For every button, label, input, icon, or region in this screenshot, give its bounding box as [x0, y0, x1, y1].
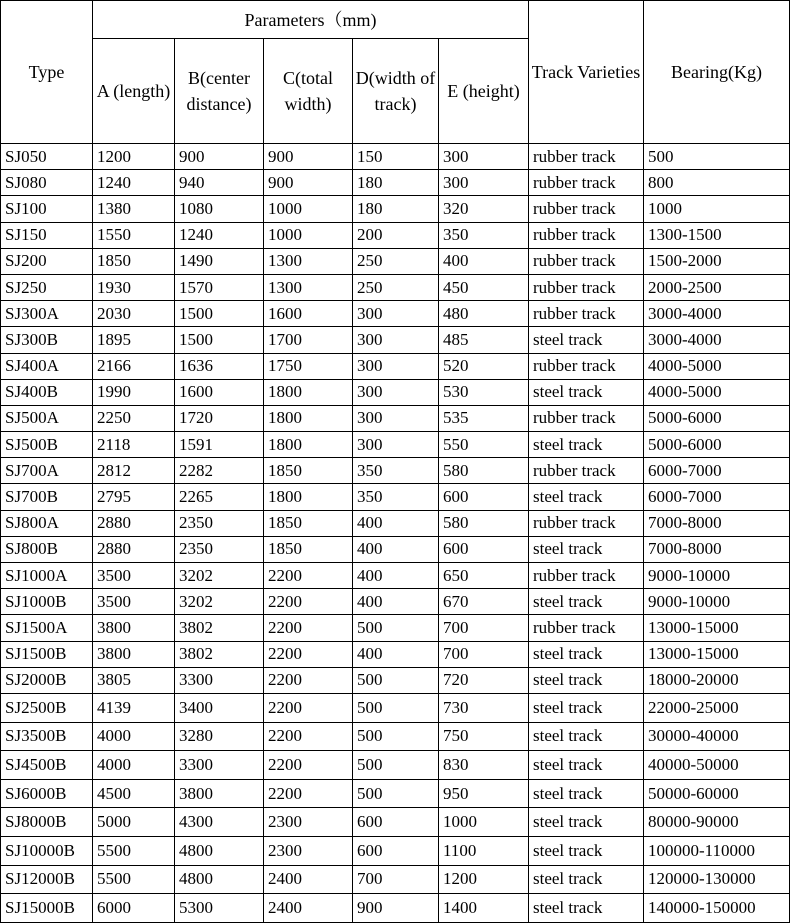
- cell-type: SJ300A: [1, 301, 93, 327]
- cell-bearing: 30000-40000: [644, 722, 790, 751]
- cell-d-track-width: 500: [353, 722, 439, 751]
- cell-e-height: 650: [439, 563, 529, 589]
- cell-track-variety: steel track: [529, 327, 644, 353]
- cell-e-height: 485: [439, 327, 529, 353]
- cell-a-length: 1850: [93, 248, 175, 274]
- cell-type: SJ700B: [1, 484, 93, 510]
- cell-e-height: 580: [439, 458, 529, 484]
- cell-e-height: 700: [439, 615, 529, 641]
- table-body: [1, 144, 790, 923]
- cell-e-height: 350: [439, 222, 529, 248]
- cell-d-track-width: 500: [353, 615, 439, 641]
- cell-bearing: 100000-110000: [644, 836, 790, 865]
- table-row: [1, 379, 790, 405]
- cell-a-length: 4000: [93, 751, 175, 780]
- table-row: [1, 248, 790, 274]
- cell-type: SJ250: [1, 274, 93, 300]
- cell-a-length: 5500: [93, 865, 175, 894]
- cell-a-length: 2250: [93, 405, 175, 431]
- cell-d-track-width: 300: [353, 353, 439, 379]
- cell-b-center-distance: 1500: [175, 327, 264, 353]
- cell-b-center-distance: 1720: [175, 405, 264, 431]
- cell-b-center-distance: 1490: [175, 248, 264, 274]
- table-row: [1, 222, 790, 248]
- cell-type: SJ4500B: [1, 751, 93, 780]
- table-row: [1, 536, 790, 562]
- cell-d-track-width: 200: [353, 222, 439, 248]
- cell-e-height: 320: [439, 196, 529, 222]
- cell-e-height: 830: [439, 751, 529, 780]
- cell-a-length: 1240: [93, 170, 175, 196]
- cell-track-variety: steel track: [529, 432, 644, 458]
- cell-b-center-distance: 1591: [175, 432, 264, 458]
- cell-track-variety: steel track: [529, 589, 644, 615]
- cell-a-length: 2166: [93, 353, 175, 379]
- table-row: [1, 836, 790, 865]
- header-c: C(total width): [264, 39, 353, 144]
- cell-a-length: 3500: [93, 589, 175, 615]
- cell-d-track-width: 350: [353, 458, 439, 484]
- cell-type: SJ3500B: [1, 722, 93, 751]
- cell-d-track-width: 300: [353, 301, 439, 327]
- header-e: E (height): [439, 39, 529, 144]
- cell-e-height: 300: [439, 170, 529, 196]
- cell-c-total-width: 2400: [264, 865, 353, 894]
- cell-d-track-width: 400: [353, 510, 439, 536]
- table-row: [1, 484, 790, 510]
- cell-type: SJ150: [1, 222, 93, 248]
- cell-track-variety: rubber track: [529, 144, 644, 170]
- cell-bearing: 1500-2000: [644, 248, 790, 274]
- cell-e-height: 950: [439, 779, 529, 808]
- table-row: [1, 693, 790, 722]
- cell-b-center-distance: 1080: [175, 196, 264, 222]
- cell-c-total-width: 1800: [264, 484, 353, 510]
- cell-c-total-width: 1850: [264, 536, 353, 562]
- cell-bearing: 800: [644, 170, 790, 196]
- cell-e-height: 480: [439, 301, 529, 327]
- cell-d-track-width: 400: [353, 536, 439, 562]
- cell-type: SJ15000B: [1, 894, 93, 923]
- cell-b-center-distance: 3300: [175, 751, 264, 780]
- cell-b-center-distance: 3202: [175, 589, 264, 615]
- cell-c-total-width: 2200: [264, 722, 353, 751]
- cell-track-variety: steel track: [529, 641, 644, 667]
- cell-c-total-width: 1000: [264, 196, 353, 222]
- cell-d-track-width: 500: [353, 751, 439, 780]
- cell-b-center-distance: 3400: [175, 693, 264, 722]
- cell-b-center-distance: 1570: [175, 274, 264, 300]
- header-a: A (length): [93, 39, 175, 144]
- cell-a-length: 1990: [93, 379, 175, 405]
- cell-bearing: 7000-8000: [644, 510, 790, 536]
- cell-c-total-width: 2200: [264, 751, 353, 780]
- cell-track-variety: steel track: [529, 836, 644, 865]
- cell-a-length: 1200: [93, 144, 175, 170]
- table-row: [1, 615, 790, 641]
- cell-a-length: 4500: [93, 779, 175, 808]
- cell-track-variety: steel track: [529, 751, 644, 780]
- table-row: [1, 589, 790, 615]
- header-b: B(center distance): [175, 39, 264, 144]
- cell-d-track-width: 500: [353, 779, 439, 808]
- cell-e-height: 535: [439, 405, 529, 431]
- cell-e-height: 580: [439, 510, 529, 536]
- cell-d-track-width: 600: [353, 836, 439, 865]
- cell-e-height: 750: [439, 722, 529, 751]
- cell-d-track-width: 350: [353, 484, 439, 510]
- cell-a-length: 3500: [93, 563, 175, 589]
- cell-b-center-distance: 3802: [175, 615, 264, 641]
- cell-type: SJ300B: [1, 327, 93, 353]
- cell-track-variety: rubber track: [529, 170, 644, 196]
- cell-c-total-width: 2200: [264, 667, 353, 693]
- cell-e-height: 720: [439, 667, 529, 693]
- cell-a-length: 1550: [93, 222, 175, 248]
- cell-a-length: 2880: [93, 536, 175, 562]
- cell-type: SJ100: [1, 196, 93, 222]
- cell-track-variety: rubber track: [529, 563, 644, 589]
- cell-c-total-width: 1850: [264, 458, 353, 484]
- cell-type: SJ1500B: [1, 641, 93, 667]
- table-row: [1, 641, 790, 667]
- cell-bearing: 4000-5000: [644, 353, 790, 379]
- cell-b-center-distance: 2282: [175, 458, 264, 484]
- cell-b-center-distance: 1636: [175, 353, 264, 379]
- cell-type: SJ8000B: [1, 808, 93, 837]
- cell-c-total-width: 1600: [264, 301, 353, 327]
- cell-track-variety: steel track: [529, 808, 644, 837]
- cell-bearing: 7000-8000: [644, 536, 790, 562]
- cell-d-track-width: 300: [353, 327, 439, 353]
- cell-d-track-width: 500: [353, 667, 439, 693]
- cell-b-center-distance: 1240: [175, 222, 264, 248]
- cell-track-variety: rubber track: [529, 458, 644, 484]
- cell-bearing: 120000-130000: [644, 865, 790, 894]
- cell-e-height: 400: [439, 248, 529, 274]
- cell-track-variety: steel track: [529, 722, 644, 751]
- cell-c-total-width: 2300: [264, 808, 353, 837]
- header-parameters: Parameters（mm): [93, 1, 529, 39]
- cell-b-center-distance: 3202: [175, 563, 264, 589]
- header-track-varieties: Track Varieties: [529, 1, 644, 144]
- cell-track-variety: steel track: [529, 484, 644, 510]
- cell-track-variety: steel track: [529, 894, 644, 923]
- cell-c-total-width: 900: [264, 170, 353, 196]
- cell-track-variety: steel track: [529, 779, 644, 808]
- cell-type: SJ1000A: [1, 563, 93, 589]
- cell-e-height: 530: [439, 379, 529, 405]
- cell-b-center-distance: 3280: [175, 722, 264, 751]
- cell-type: SJ10000B: [1, 836, 93, 865]
- cell-bearing: 18000-20000: [644, 667, 790, 693]
- table-row: [1, 405, 790, 431]
- cell-c-total-width: 1750: [264, 353, 353, 379]
- table-row: [1, 722, 790, 751]
- cell-c-total-width: 2200: [264, 693, 353, 722]
- cell-c-total-width: 2200: [264, 589, 353, 615]
- cell-d-track-width: 400: [353, 589, 439, 615]
- cell-bearing: 13000-15000: [644, 615, 790, 641]
- cell-d-track-width: 700: [353, 865, 439, 894]
- cell-b-center-distance: 3300: [175, 667, 264, 693]
- table-row: [1, 301, 790, 327]
- cell-bearing: 3000-4000: [644, 301, 790, 327]
- cell-type: SJ6000B: [1, 779, 93, 808]
- cell-a-length: 1895: [93, 327, 175, 353]
- table-row: [1, 432, 790, 458]
- cell-track-variety: rubber track: [529, 274, 644, 300]
- cell-c-total-width: 2200: [264, 779, 353, 808]
- cell-a-length: 3805: [93, 667, 175, 693]
- cell-e-height: 520: [439, 353, 529, 379]
- cell-c-total-width: 1800: [264, 405, 353, 431]
- cell-track-variety: rubber track: [529, 510, 644, 536]
- cell-c-total-width: 1800: [264, 432, 353, 458]
- table-row: [1, 458, 790, 484]
- cell-e-height: 700: [439, 641, 529, 667]
- cell-b-center-distance: 1600: [175, 379, 264, 405]
- cell-b-center-distance: 5300: [175, 894, 264, 923]
- cell-c-total-width: 1700: [264, 327, 353, 353]
- cell-a-length: 1930: [93, 274, 175, 300]
- cell-type: SJ080: [1, 170, 93, 196]
- header-row-1: [1, 1, 790, 39]
- cell-b-center-distance: 940: [175, 170, 264, 196]
- cell-d-track-width: 180: [353, 196, 439, 222]
- cell-b-center-distance: 4800: [175, 836, 264, 865]
- cell-type: SJ800B: [1, 536, 93, 562]
- cell-a-length: 2030: [93, 301, 175, 327]
- cell-track-variety: steel track: [529, 379, 644, 405]
- cell-a-length: 4139: [93, 693, 175, 722]
- cell-track-variety: rubber track: [529, 196, 644, 222]
- cell-type: SJ400B: [1, 379, 93, 405]
- cell-type: SJ12000B: [1, 865, 93, 894]
- cell-track-variety: rubber track: [529, 353, 644, 379]
- cell-track-variety: rubber track: [529, 405, 644, 431]
- cell-type: SJ050: [1, 144, 93, 170]
- cell-d-track-width: 150: [353, 144, 439, 170]
- cell-e-height: 550: [439, 432, 529, 458]
- cell-d-track-width: 400: [353, 563, 439, 589]
- cell-d-track-width: 300: [353, 379, 439, 405]
- table-row: [1, 196, 790, 222]
- cell-b-center-distance: 1500: [175, 301, 264, 327]
- header-type: Type: [1, 1, 93, 144]
- cell-d-track-width: 500: [353, 693, 439, 722]
- cell-a-length: 2812: [93, 458, 175, 484]
- table-row: [1, 144, 790, 170]
- cell-e-height: 450: [439, 274, 529, 300]
- cell-b-center-distance: 2350: [175, 510, 264, 536]
- cell-c-total-width: 1300: [264, 274, 353, 300]
- cell-d-track-width: 250: [353, 274, 439, 300]
- cell-a-length: 2795: [93, 484, 175, 510]
- cell-a-length: 6000: [93, 894, 175, 923]
- cell-b-center-distance: 3800: [175, 779, 264, 808]
- cell-type: SJ1000B: [1, 589, 93, 615]
- table-row: [1, 751, 790, 780]
- cell-track-variety: steel track: [529, 693, 644, 722]
- cell-e-height: 1200: [439, 865, 529, 894]
- cell-c-total-width: 1850: [264, 510, 353, 536]
- cell-c-total-width: 2200: [264, 641, 353, 667]
- cell-bearing: 1000: [644, 196, 790, 222]
- cell-track-variety: steel track: [529, 667, 644, 693]
- cell-b-center-distance: 4300: [175, 808, 264, 837]
- cell-a-length: 5000: [93, 808, 175, 837]
- table-row: [1, 353, 790, 379]
- cell-b-center-distance: 4800: [175, 865, 264, 894]
- cell-track-variety: rubber track: [529, 301, 644, 327]
- cell-a-length: 3800: [93, 615, 175, 641]
- cell-b-center-distance: 2350: [175, 536, 264, 562]
- cell-e-height: 1400: [439, 894, 529, 923]
- cell-bearing: 1300-1500: [644, 222, 790, 248]
- cell-e-height: 1000: [439, 808, 529, 837]
- cell-bearing: 2000-2500: [644, 274, 790, 300]
- cell-type: SJ1500A: [1, 615, 93, 641]
- cell-e-height: 600: [439, 536, 529, 562]
- cell-b-center-distance: 900: [175, 144, 264, 170]
- cell-bearing: 3000-4000: [644, 327, 790, 353]
- cell-c-total-width: 1300: [264, 248, 353, 274]
- cell-type: SJ700A: [1, 458, 93, 484]
- cell-bearing: 22000-25000: [644, 693, 790, 722]
- cell-type: SJ400A: [1, 353, 93, 379]
- cell-track-variety: rubber track: [529, 248, 644, 274]
- cell-bearing: 5000-6000: [644, 432, 790, 458]
- cell-d-track-width: 300: [353, 405, 439, 431]
- cell-a-length: 2880: [93, 510, 175, 536]
- cell-e-height: 600: [439, 484, 529, 510]
- cell-c-total-width: 2400: [264, 894, 353, 923]
- cell-bearing: 40000-50000: [644, 751, 790, 780]
- cell-bearing: 9000-10000: [644, 563, 790, 589]
- cell-track-variety: rubber track: [529, 615, 644, 641]
- cell-bearing: 80000-90000: [644, 808, 790, 837]
- cell-e-height: 730: [439, 693, 529, 722]
- cell-e-height: 300: [439, 144, 529, 170]
- cell-d-track-width: 250: [353, 248, 439, 274]
- cell-e-height: 670: [439, 589, 529, 615]
- cell-type: SJ2000B: [1, 667, 93, 693]
- cell-c-total-width: 2200: [264, 563, 353, 589]
- cell-bearing: 5000-6000: [644, 405, 790, 431]
- table-row: [1, 563, 790, 589]
- cell-track-variety: steel track: [529, 536, 644, 562]
- cell-c-total-width: 1000: [264, 222, 353, 248]
- cell-d-track-width: 300: [353, 432, 439, 458]
- table-row: [1, 865, 790, 894]
- cell-track-variety: rubber track: [529, 222, 644, 248]
- cell-type: SJ800A: [1, 510, 93, 536]
- table-row: [1, 667, 790, 693]
- cell-bearing: 4000-5000: [644, 379, 790, 405]
- cell-d-track-width: 180: [353, 170, 439, 196]
- table-row: [1, 274, 790, 300]
- cell-type: SJ500B: [1, 432, 93, 458]
- cell-bearing: 6000-7000: [644, 484, 790, 510]
- cell-d-track-width: 600: [353, 808, 439, 837]
- cell-b-center-distance: 3802: [175, 641, 264, 667]
- cell-bearing: 13000-15000: [644, 641, 790, 667]
- cell-d-track-width: 400: [353, 641, 439, 667]
- cell-c-total-width: 900: [264, 144, 353, 170]
- cell-type: SJ200: [1, 248, 93, 274]
- cell-d-track-width: 900: [353, 894, 439, 923]
- cell-bearing: 140000-150000: [644, 894, 790, 923]
- table-row: [1, 170, 790, 196]
- cell-a-length: 2118: [93, 432, 175, 458]
- table-row: [1, 894, 790, 923]
- cell-bearing: 50000-60000: [644, 779, 790, 808]
- cell-a-length: 1380: [93, 196, 175, 222]
- cell-type: SJ500A: [1, 405, 93, 431]
- header-bearing: Bearing(Kg): [644, 1, 790, 144]
- cell-c-total-width: 2200: [264, 615, 353, 641]
- table-row: [1, 510, 790, 536]
- cell-a-length: 4000: [93, 722, 175, 751]
- cell-e-height: 1100: [439, 836, 529, 865]
- cell-bearing: 6000-7000: [644, 458, 790, 484]
- cell-c-total-width: 2300: [264, 836, 353, 865]
- cell-bearing: 9000-10000: [644, 589, 790, 615]
- cell-type: SJ2500B: [1, 693, 93, 722]
- cell-track-variety: steel track: [529, 865, 644, 894]
- table-row: [1, 808, 790, 837]
- cell-b-center-distance: 2265: [175, 484, 264, 510]
- table-row: [1, 327, 790, 353]
- cell-bearing: 500: [644, 144, 790, 170]
- header-d: D(width of track): [353, 39, 439, 144]
- cell-c-total-width: 1800: [264, 379, 353, 405]
- table-row: [1, 779, 790, 808]
- cell-a-length: 5500: [93, 836, 175, 865]
- cell-a-length: 3800: [93, 641, 175, 667]
